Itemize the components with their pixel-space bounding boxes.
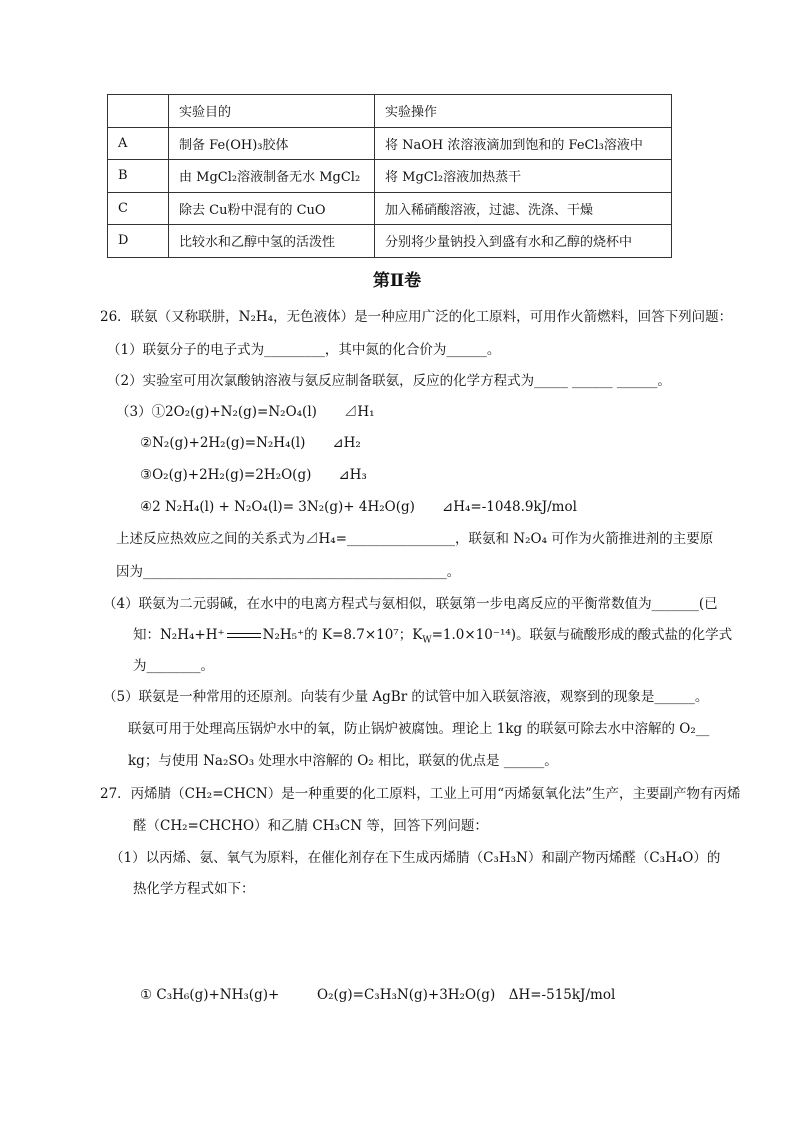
table-cell: A <box>108 127 169 160</box>
q26-part3-line2: 因为_____________________________________________。 <box>116 564 461 580</box>
table-row <box>108 192 672 225</box>
table-row <box>108 225 672 258</box>
q26-part4-line1: （4）联氨为二元弱碱，在水中的电离方程式与氨相似，联氨第一步电离反应的平衡常数值为_______(已 <box>103 596 718 612</box>
q26-part3-eq4: ④2 N₂H₄(l) + N₂O₄(l)= 3N₂(g)+ 4H₂O(g) ⊿H₄=-1048.9kJ/mol <box>140 499 577 515</box>
q26-part3-line1: 上述反应热效应之间的关系式为⊿H₄=________________，联氨和 N₂O₄ 可作为火箭推进剂的主要原 <box>116 531 714 547</box>
table-row <box>108 127 672 160</box>
q26-part3-eq2: ②N₂(g)+2H₂(g)=N₂H₄(l) ⊿H₂ <box>140 435 361 451</box>
table-cell: 加入稀硝酸溶液，过滤、洗涤、干燥 <box>375 192 672 225</box>
table-row <box>108 160 672 193</box>
q27-intro-line1: 27．丙烯腈（CH₂=CHCN）是一种重要的化工原料，工业上可用“丙烯氨氧化法”生产，主要副产物有丙烯 <box>100 786 741 802</box>
q26-part1: （1）联氨分子的电子式为_________，其中氮的化合价为______。 <box>107 342 501 358</box>
q27-intro-line2: 醛（CH₂=CHCHO）和乙腈 CH₃CN 等，回答下列问题： <box>133 818 488 834</box>
q27-part1-line1: （1）以丙烯、氨、氧气为原料，在催化剂存在下生成丙烯腈（C₃H₃N）和副产物丙烯醛（C₃H₄O）的 <box>110 850 721 866</box>
table-cell: 将 MgCl₂溶液加热蒸干 <box>375 160 672 193</box>
q26-part4-text-b: N₂H₅⁺的 K=8.7×10⁷；K <box>262 627 423 643</box>
section-title: 第Ⅱ卷 <box>372 271 422 291</box>
table-header-cell: 实验操作 <box>375 95 672 128</box>
table-cell: 由 MgCl₂溶液制备无水 MgCl₂ <box>169 160 375 193</box>
equilibrium-arrow-icon <box>225 631 263 641</box>
table-cell: D <box>108 225 169 258</box>
q26-part5-line2: 联氨可用于处理高压锅炉水中的氧，防止锅炉被腐蚀。理论上 1kg 的联氨可除去水中溶解的 O₂__ <box>128 721 710 737</box>
q26-part4-text-c: =1.0×10⁻¹⁴)。联氨与硫酸形成的酸式盐的化学式 <box>431 627 733 643</box>
q26-intro: 26．联氨（又称联肼，N₂H₄，无色液体）是一种应用广泛的化工原料，可用作火箭燃料，回答下列问题： <box>100 309 733 325</box>
q26-part4-kw-subscript: W <box>422 635 432 646</box>
q26-part4-line3: 为________。 <box>133 658 214 674</box>
table-header-cell: 实验目的 <box>169 95 375 128</box>
table-cell: 比较水和乙醇中氢的活泼性 <box>169 225 375 258</box>
q27-equation1-part-b: O₂(g)=C₃H₃N(g)+3H₂O(g) ΔH=-515kJ/mol <box>317 987 616 1003</box>
table-cell: 将 NaOH 浓溶液滴加到饱和的 FeCl₃溶液中 <box>375 127 672 160</box>
table-header-cell <box>108 95 169 128</box>
q26-part5-line1: （5）联氨是一种常用的还原剂。向装有少量 AgBr 的试管中加入联氨溶液，观察到的现象是______。 <box>103 689 709 705</box>
table-header-row <box>108 95 672 128</box>
q27-equation1-part-a: ① C₃H₆(g)+NH₃(g)+ <box>140 987 280 1003</box>
table-cell: 除去 Cu粉中混有的 CuO <box>169 192 375 225</box>
q26-part2: （2）实验室可用次氯酸钠溶液与氨反应制备联氨，反应的化学方程式为_____ ______ ______。 <box>107 373 671 389</box>
table-cell: 分别将少量钠投入到盛有水和乙醇的烧杯中 <box>375 225 672 258</box>
q26-part3-eq1: （3）①2O₂(g)+N₂(g)=N₂O₄(l) ⊿H₁ <box>116 404 375 420</box>
q27-part1-line2: 热化学方程式如下： <box>133 881 255 897</box>
q26-part4-text-a: 知：N₂H₄+H⁺ <box>133 627 225 643</box>
table-cell: C <box>108 192 169 225</box>
q26-part5-line3: kg；与使用 Na₂SO₃ 处理水中溶解的 O₂ 相比，联氨的优点是 ______。 <box>128 753 558 769</box>
table-cell: B <box>108 160 169 193</box>
table-cell: 制备 Fe(OH)₃胶体 <box>169 127 375 160</box>
q26-part4-line2 <box>133 626 732 644</box>
q26-part3-eq3: ③O₂(g)+2H₂(g)=2H₂O(g) ⊿H₃ <box>140 467 367 483</box>
experiment-table <box>107 94 672 258</box>
